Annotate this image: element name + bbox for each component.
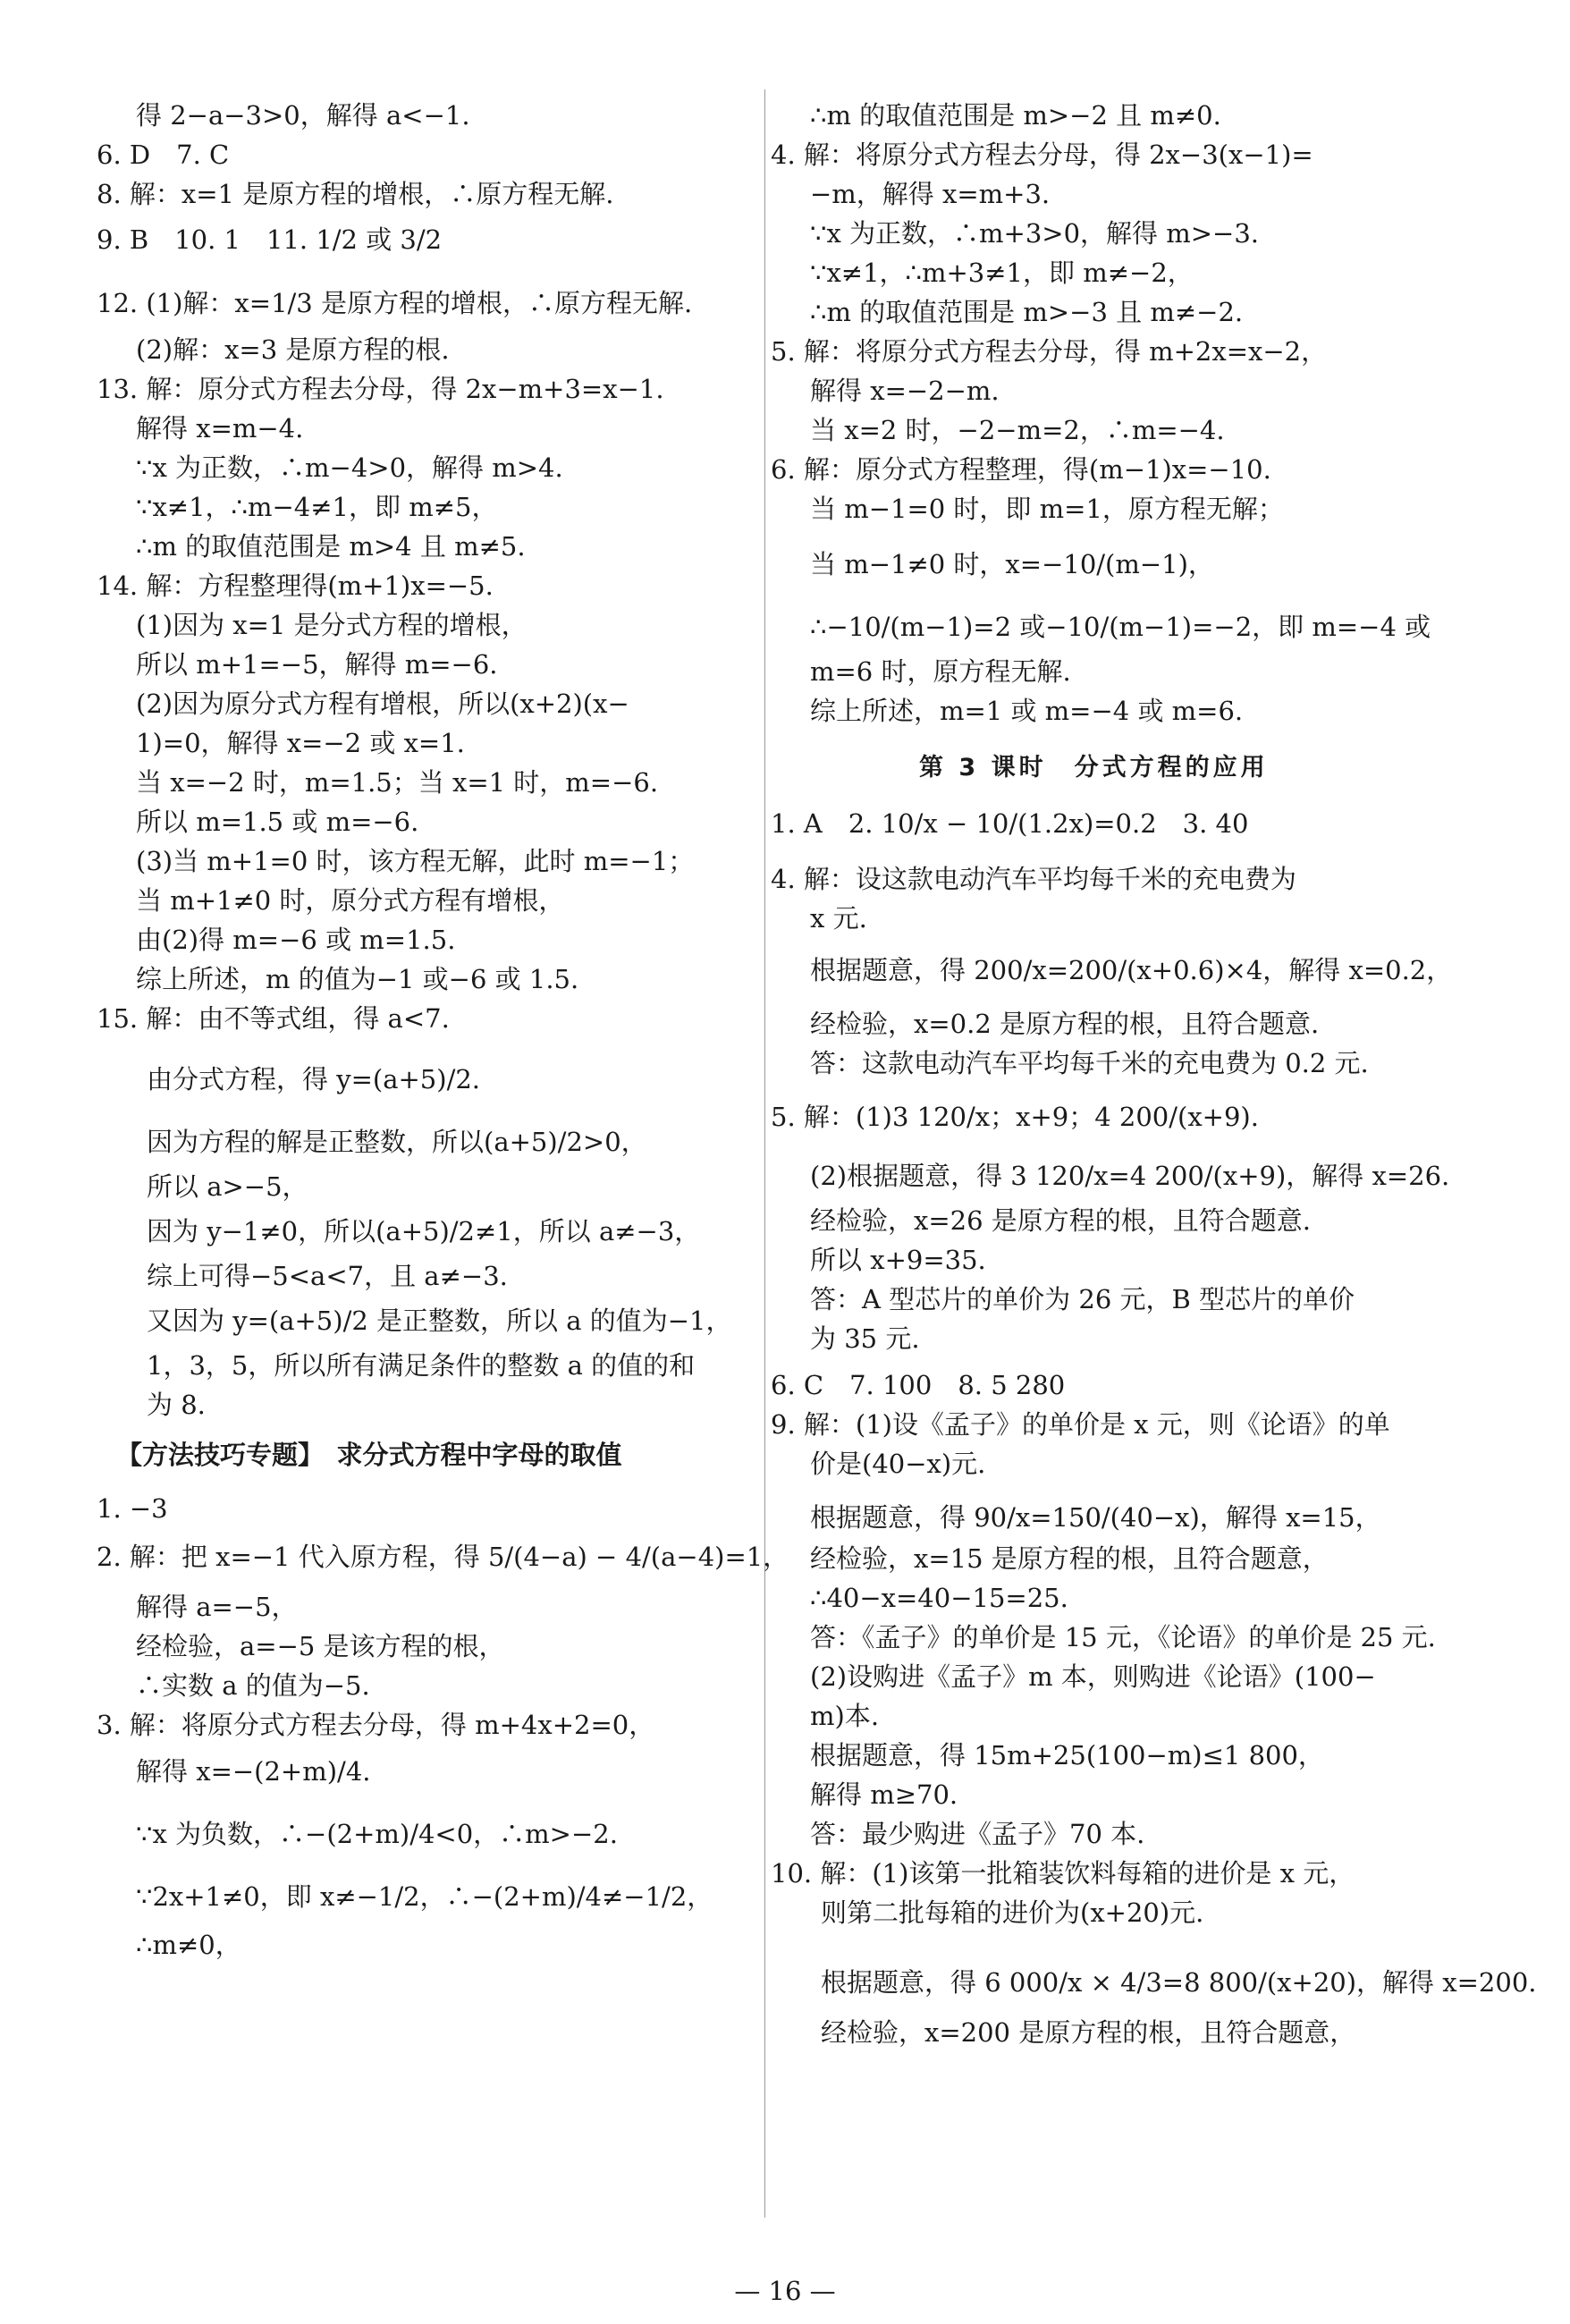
answer-line: ∴实数 a 的值为−5. <box>136 1670 370 1701</box>
answer-line: 1，3，5，所以所有满足条件的整数 a 的值的和 <box>147 1350 696 1381</box>
answer-line: 答：这款电动汽车平均每千米的充电费为 0.2 元. <box>810 1048 1369 1078</box>
answer-line: 9. B 10. 1 11. 1/2 或 3/2 <box>97 224 443 255</box>
answer-line: ∴m 的取值范围是 m>−2 且 m≠0. <box>810 100 1221 131</box>
answer-line: 5. 解：将原分式方程去分母，得 m+2x=x−2， <box>771 336 1328 367</box>
answer-line: 13. 解：原分式方程去分母，得 2x−m+3=x−1. <box>97 374 664 404</box>
answer-line: m)本. <box>810 1701 880 1731</box>
answer-line: x 元. <box>810 903 867 934</box>
answer-line: 为 35 元. <box>810 1323 920 1354</box>
answer-line: 当 m+1≠0 时，原分式方程有增根， <box>136 885 565 916</box>
answer-line: 解得 x=m−4. <box>136 413 304 444</box>
answer-line: 6. C 7. 100 8. 5 280 <box>771 1370 1066 1400</box>
answer-line: 所以 a>−5， <box>147 1171 308 1202</box>
answer-line: 得 2−a−3>0，解得 a<−1. <box>136 100 470 131</box>
answer-line: 为 8. <box>147 1390 206 1420</box>
answer-line: 经检验，x=26 是原方程的根，且符合题意. <box>810 1205 1311 1236</box>
answer-line: (2)解：x=3 是原方程的根. <box>136 334 450 365</box>
answer-line: 8. 解：x=1 是原方程的增根，∴原方程无解. <box>97 179 614 209</box>
answer-line: 当 x=−2 时，m=1.5；当 x=1 时，m=−6. <box>136 767 659 798</box>
answer-line: 解得 a=−5， <box>136 1592 298 1622</box>
answer-line: 15. 解：由不等式组，得 a<7. <box>97 1003 450 1034</box>
answer-line: ∴m 的取值范围是 m>4 且 m≠5. <box>136 531 526 562</box>
answer-line: 根据题意，得 15m+25(100−m)≤1 800， <box>810 1740 1324 1770</box>
answer-line: 当 m−1=0 时，即 m=1，原方程无解； <box>810 494 1284 524</box>
answer-line: 1. −3 <box>97 1493 168 1524</box>
answer-line: 解得 x=−(2+m)/4. <box>136 1756 371 1787</box>
answer-line: 3. 解：将原分式方程去分母，得 m+4x+2=0， <box>97 1710 655 1740</box>
page-number: — 16 — <box>734 2276 836 2306</box>
answer-line: 1. A 2. 10/x − 10/(1.2x)=0.2 3. 40 <box>771 808 1249 839</box>
lesson-title: 第 3 课时 分式方程的应用 <box>919 754 1269 782</box>
answer-line: m=6 时，原方程无解. <box>810 656 1071 687</box>
answer-line: (2)设购进《孟子》m 本，则购进《论语》(100− <box>810 1661 1376 1692</box>
answer-line: 价是(40−x)元. <box>810 1449 986 1479</box>
answer-line: (3)当 m+1=0 时，该方程无解，此时 m=−1； <box>136 846 695 876</box>
answer-line: 所以 m+1=−5，解得 m=−6. <box>136 649 498 680</box>
answer-line: 由分式方程，得 y=(a+5)/2. <box>147 1064 481 1094</box>
answer-line: 由(2)得 m=−6 或 m=1.5. <box>136 925 456 955</box>
answer-line: 解得 x=−2−m. <box>810 376 1000 406</box>
answer-line: 因为方程的解是正整数，所以(a+5)/2>0， <box>147 1127 647 1157</box>
answer-line: ∴m≠0， <box>136 1930 241 1960</box>
answer-line: 答：《孟子》的单价是 15 元，《论语》的单价是 25 元. <box>810 1622 1436 1652</box>
answer-line: 6. D 7. C <box>97 139 230 170</box>
answer-line: 答：A 型芯片的单价为 26 元，B 型芯片的单价 <box>810 1284 1355 1314</box>
answer-line: ∵x 为正数，∴m−4>0，解得 m>4. <box>136 452 563 483</box>
answer-line: ∵x 为正数，∴m+3>0，解得 m>−3. <box>810 218 1260 249</box>
answer-line: 因为 y−1≠0，所以(a+5)/2≠1，所以 a≠−3， <box>147 1216 701 1247</box>
answer-line: ∴m 的取值范围是 m>−3 且 m≠−2. <box>810 297 1244 327</box>
answer-line: 综上所述，m 的值为−1 或−6 或 1.5. <box>136 964 579 994</box>
answer-line: 12. (1)解：x=1/3 是原方程的增根，∴原方程无解. <box>97 288 693 318</box>
answer-line: 经检验，x=0.2 是原方程的根，且符合题意. <box>810 1009 1320 1039</box>
answer-line: 当 m−1≠0 时，x=−10/(m−1)， <box>810 549 1214 579</box>
answer-line: −m，解得 x=m+3. <box>810 179 1051 209</box>
answer-line: 经检验，x=15 是原方程的根，且符合题意， <box>810 1543 1329 1574</box>
answer-line: 根据题意，得 6 000/x × 4/3=8 800/(x+20)，解得 x=200. <box>821 1967 1537 1998</box>
answer-line: 则第二批每箱的进价为(x+20)元. <box>821 1897 1204 1928</box>
answer-line: 2. 解：把 x=−1 代入原方程，得 5/(4−a) − 4/(a−4)=1， <box>97 1542 789 1572</box>
answer-line: 所以 x+9=35. <box>810 1245 986 1275</box>
answer-line: 经检验，a=−5 是该方程的根， <box>136 1631 505 1661</box>
answer-line: 又因为 y=(a+5)/2 是正整数，所以 a 的值为−1， <box>147 1306 732 1336</box>
answer-line: 经检验，x=200 是原方程的根，且符合题意， <box>821 2017 1356 2048</box>
answer-line: ∴−10/(m−1)=2 或−10/(m−1)=−2，即 m=−4 或 <box>810 612 1431 642</box>
answer-line: ∵x 为负数，∴−(2+m)/4<0，∴m>−2. <box>136 1819 618 1849</box>
answer-line: 综上所述，m=1 或 m=−4 或 m=6. <box>810 696 1244 726</box>
answer-line: (1)因为 x=1 是分式方程的增根， <box>136 610 528 640</box>
answer-line: (2)因为原分式方程有增根，所以(x+2)(x− <box>136 689 629 719</box>
answer-line: 4. 解：设这款电动汽车平均每千米的充电费为 <box>771 864 1296 894</box>
answer-line: 14. 解：方程整理得(m+1)x=−5. <box>97 570 494 601</box>
answer-line: 所以 m=1.5 或 m=−6. <box>136 807 419 837</box>
answer-line: 5. 解：(1)3 120/x；x+9；4 200/(x+9). <box>771 1102 1259 1132</box>
answer-line: 9. 解：(1)设《孟子》的单价是 x 元，则《论语》的单 <box>771 1409 1390 1440</box>
answer-line: 根据题意，得 90/x=150/(40−x)，解得 x=15， <box>810 1502 1381 1533</box>
answer-line: (2)根据题意，得 3 120/x=4 200/(x+9)，解得 x=26. <box>810 1161 1450 1191</box>
answer-line: 根据题意，得 200/x=200/(x+0.6)×4，解得 x=0.2， <box>810 955 1453 985</box>
answer-line: ∴40−x=40−15=25. <box>810 1583 1068 1613</box>
answer-line: 解得 m≥70. <box>810 1779 958 1810</box>
answer-line: 1)=0，解得 x=−2 或 x=1. <box>136 728 465 758</box>
section-heading: 【方法技巧专题】 求分式方程中字母的取值 <box>116 1440 622 1470</box>
answer-line: 答：最少购进《孟子》70 本. <box>810 1819 1145 1849</box>
answer-line: ∵2x+1≠0，即 x≠−1/2，∴−(2+m)/4≠−1/2， <box>136 1881 713 1912</box>
column-divider <box>764 89 765 2218</box>
answer-line: ∵x≠1，∴m−4≠1，即 m≠5， <box>136 492 498 522</box>
answer-line: 10. 解：(1)该第一批箱装饮料每箱的进价是 x 元， <box>771 1858 1355 1889</box>
answer-line: ∵x≠1，∴m+3≠1，即 m≠−2， <box>810 258 1194 288</box>
answer-line: 6. 解：原分式方程整理，得(m−1)x=−10. <box>771 454 1271 485</box>
answer-line: 4. 解：将原分式方程去分母，得 2x−3(x−1)= <box>771 139 1313 170</box>
answer-line: 综上可得−5<a<7，且 a≠−3. <box>147 1261 508 1291</box>
answer-line: 当 x=2 时，−2−m=2，∴m=−4. <box>810 415 1225 445</box>
